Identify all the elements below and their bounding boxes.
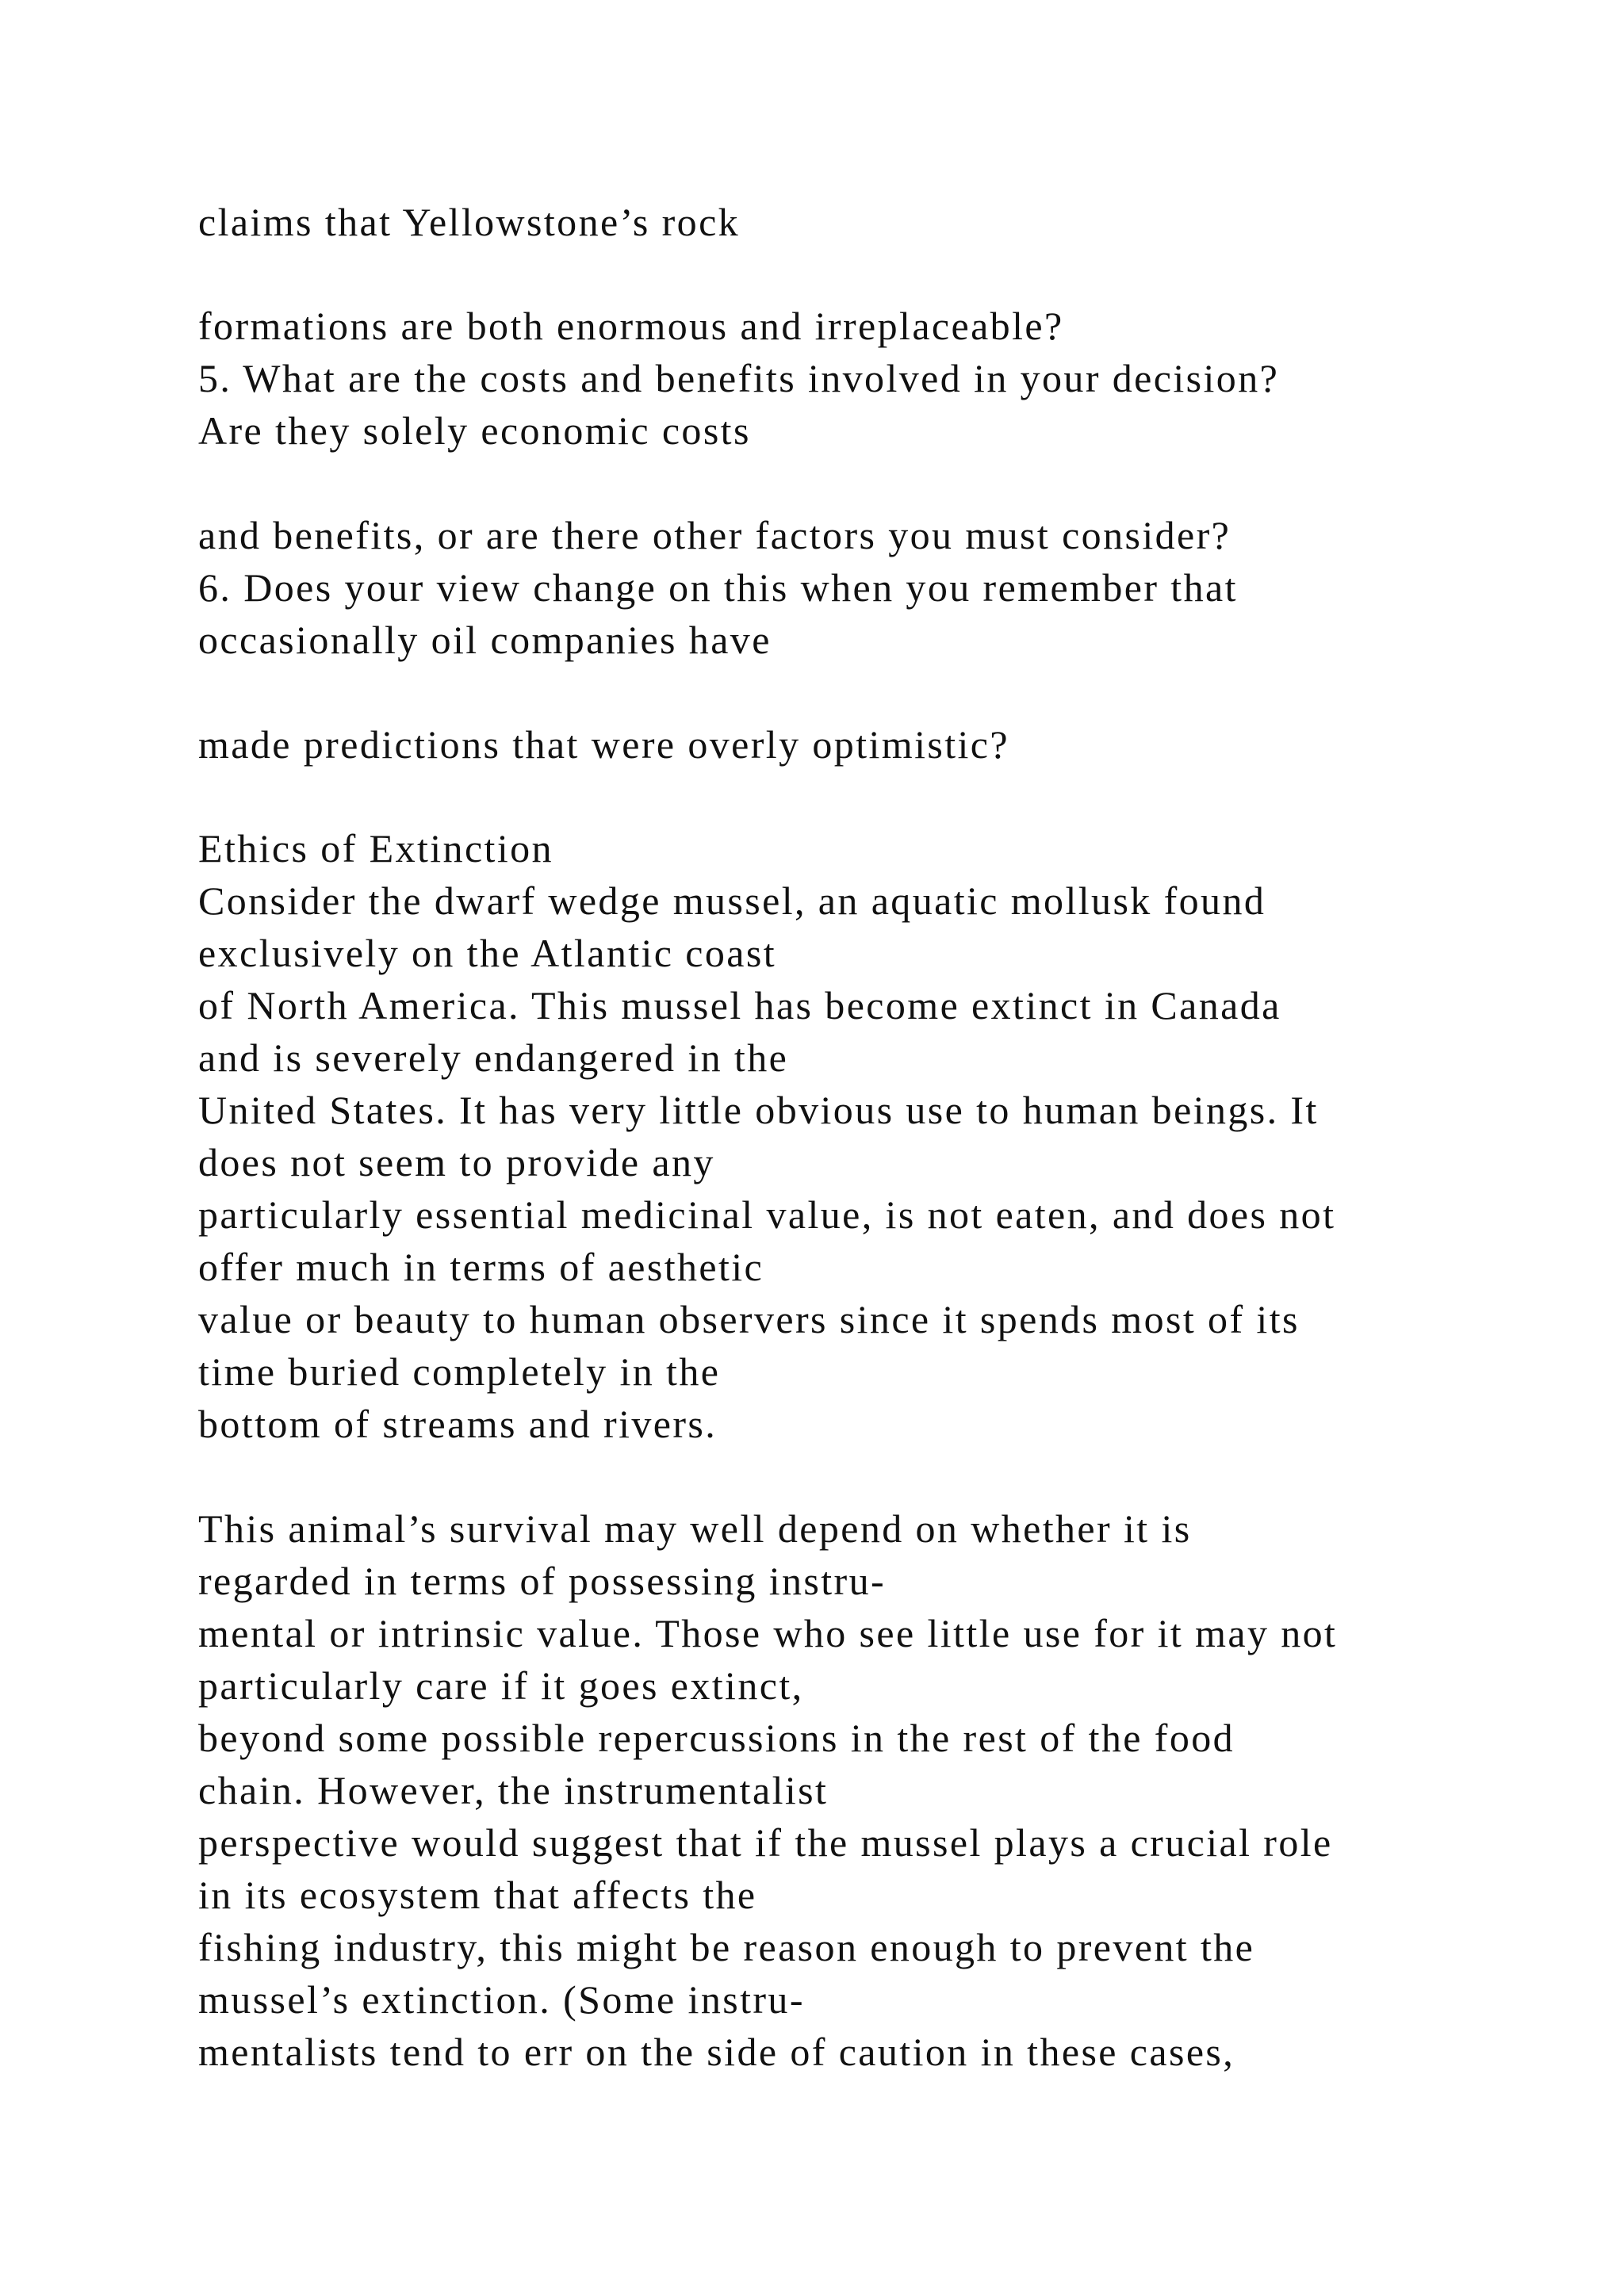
text-line: perspective would suggest that if the mussel plays a crucial role: [198, 1820, 1333, 1865]
text-line: does not seem to provide any: [198, 1140, 715, 1184]
text-line: 5. What are the costs and benefits involved in your decision?: [198, 356, 1280, 400]
text-line: Consider the dwarf wedge mussel, an aquatic mollusk found: [198, 878, 1266, 923]
text-line: 6. Does your view change on this when you remember that: [198, 565, 1238, 610]
text-line: mentalists tend to err on the side of caution in these cases,: [198, 2030, 1235, 2074]
text-line: made predictions that were overly optimistic?: [198, 722, 1009, 767]
text-line: particularly essential medicinal value, is not eaten, and does not: [198, 1192, 1336, 1237]
text-line: mussel’s extinction. (Some instru-: [198, 1977, 805, 2022]
text-line: exclusively on the Atlantic coast: [198, 931, 777, 975]
text-line: particularly care if it goes extinct,: [198, 1663, 804, 1708]
text-line: time buried completely in the: [198, 1349, 721, 1394]
section-heading: Ethics of Extinction: [198, 826, 553, 871]
text-line: Are they solely economic costs: [198, 408, 751, 453]
text-line: value or beauty to human observers since it spends most of its: [198, 1297, 1300, 1341]
text-line: regarded in terms of possessing instru-: [198, 1559, 887, 1603]
text-line: United States. It has very little obvious use to human beings. It: [198, 1088, 1319, 1132]
text-line: formations are both enormous and irreplaceable?: [198, 304, 1064, 348]
text-line: fishing industry, this might be reason enough to prevent the: [198, 1925, 1255, 1969]
text-line: mental or intrinsic value. Those who see little use for it may not: [198, 1611, 1338, 1655]
text-line: offer much in terms of aesthetic: [198, 1245, 764, 1289]
text-line: and benefits, or are there other factors you must consider?: [198, 513, 1231, 557]
text-line: and is severely endangered in the: [198, 1035, 789, 1080]
text-line: chain. However, the instrumentalist: [198, 1768, 829, 1812]
text-line: in its ecosystem that affects the: [198, 1873, 757, 1917]
text-line: claims that Yellowstone’s rock: [198, 200, 741, 244]
text-line: occasionally oil companies have: [198, 618, 772, 662]
text-line: bottom of streams and rivers.: [198, 1402, 718, 1446]
text-line: beyond some possible repercussions in the rest of the food: [198, 1716, 1235, 1760]
text-line: This animal’s survival may well depend on whether it is: [198, 1506, 1192, 1551]
text-line: of North America. This mussel has become extinct in Canada: [198, 983, 1281, 1027]
